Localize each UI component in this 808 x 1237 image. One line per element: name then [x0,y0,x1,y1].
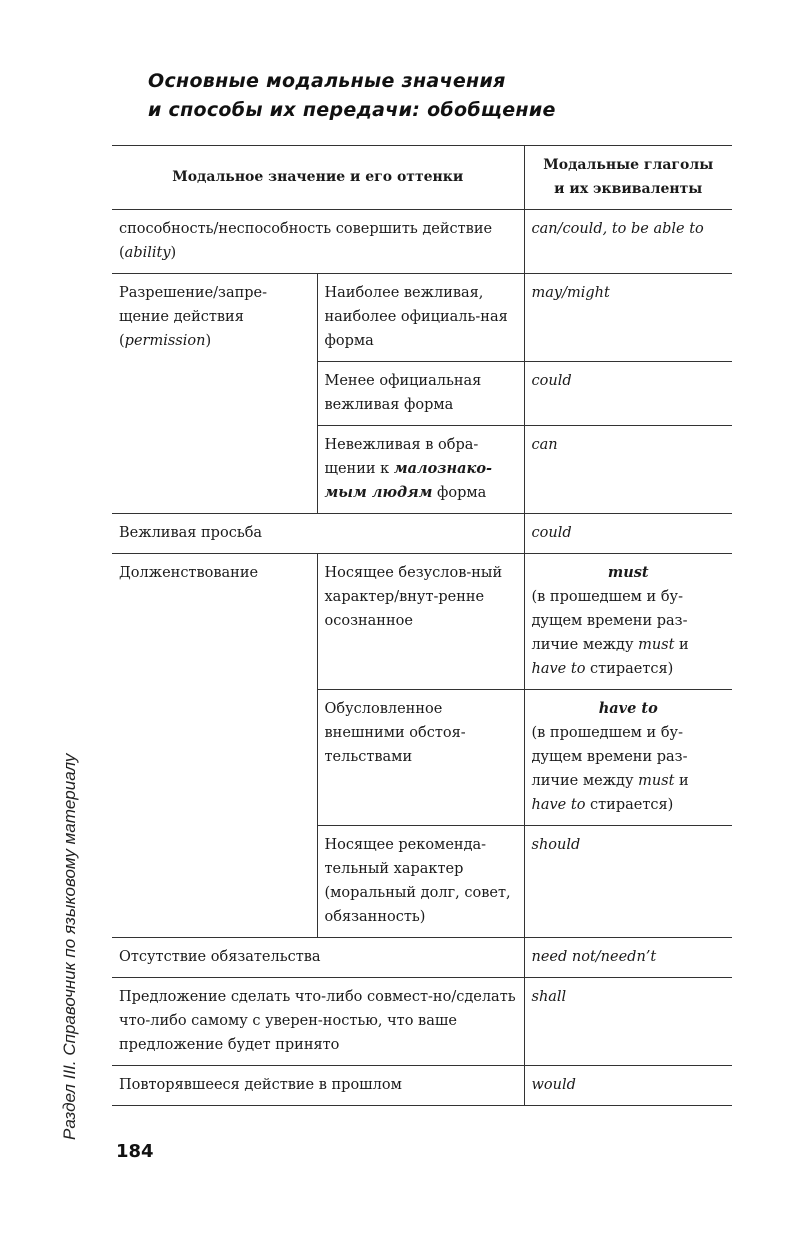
obligation-verbs-3: should [524,826,732,938]
note-2-verb-b: have to [531,797,586,813]
permission-verbs-1: may/might [524,274,732,362]
page-title-line-2: и способы их передачи: обобщение [148,99,556,121]
obligation-note-2 [532,721,726,817]
table-row-obligation-1 [112,554,732,690]
obligation-meaning: Долженствование [112,554,317,938]
past-habit-verbs: would [524,1066,732,1106]
modal-verbs-table [112,145,732,1106]
note-1-start: (в прошедшем и бу-дущем времени раз-личие между [531,589,688,653]
request-meaning: Вежливая просьба [112,514,524,554]
impolite-shade-start: Невежливая в обра-щении к [324,437,479,477]
page-title-line-1: Основные модальные значения [148,70,506,92]
page-title [148,67,556,125]
permission-meaning-text: Разрешение/запре-щение действия ( [119,285,268,349]
section-sidebar-label: Раздел III. Справочник по языковому материалу [60,753,79,1140]
offer-verbs: shall [524,978,732,1066]
permission-meaning [112,274,317,514]
impolite-shade-end: форма [432,485,487,501]
table-row-offer [112,978,732,1066]
obligation-shade-2: Обусловленное внешними обстоя-тельствами [317,690,524,826]
obligation-note-1 [532,585,726,681]
note-2-mid: и [674,773,689,789]
past-habit-meaning: Повторявшееся действие в прошлом [112,1066,524,1106]
ability-term: ability [124,245,171,261]
obligation-verb-2: have to [598,700,658,717]
impolite-shade-emphasis: малознако-мым людям [324,460,493,501]
permission-shade-1: Наиболее вежливая, наиболее официаль-ная форма [317,274,524,362]
obligation-shade-3: Носящее рекоменда-тельный характер (моральный долг, совет, обязанность) [317,826,524,938]
header-meaning: Модальное значение и его оттенки [112,146,524,210]
note-2-start: (в прошедшем и бу-дущем времени раз-личие между [531,725,688,789]
note-1-end: стирается) [585,661,674,677]
permission-meaning-end: ) [205,333,212,349]
ability-meaning-end: ) [170,245,177,261]
permission-shade-2: Менее официальная вежливая форма [317,362,524,426]
note-1-mid: и [674,637,689,653]
obligation-verbs-2 [524,690,732,826]
permission-verbs-3: can [524,426,732,514]
header-verbs-line-2: и их эквиваленты [554,181,703,197]
obligation-shade-1: Носящее безуслов-ный характер/внут-ренне осознанное [317,554,524,690]
table-row-ability [112,210,732,274]
ability-meaning-text: способность/неспособность совершить действие ( [119,221,493,261]
obligation-verb-1: must [607,564,649,581]
obligation-verbs-1 [524,554,732,690]
table-row-request [112,514,732,554]
no-obligation-meaning: Отсутствие обязательства [112,938,524,978]
header-verbs-line-1: Модальные глаголы [543,157,714,173]
note-2-verb-a: must [638,773,675,789]
header-verbs [524,146,732,210]
ability-meaning [112,210,524,274]
permission-verbs-2: could [524,362,732,426]
table-row-past-habit [112,1066,732,1106]
note-2-end: стирается) [585,797,674,813]
no-obligation-verbs: need not/needn’t [524,938,732,978]
permission-term: permission [124,333,206,349]
page-number: 184 [116,1141,154,1162]
note-1-verb-b: have to [531,661,586,677]
permission-shade-3 [317,426,524,514]
request-verbs: could [524,514,732,554]
ability-verbs: can/could, to be able to [524,210,732,274]
table-row-no-obligation [112,938,732,978]
table-row-permission-1 [112,274,732,362]
offer-meaning: Предложение сделать что-либо совмест-но/сделать что-либо самому с уверен-ностью, что ваше предложение будет принято [112,978,524,1066]
table-header-row [112,146,732,210]
note-1-verb-a: must [638,637,675,653]
